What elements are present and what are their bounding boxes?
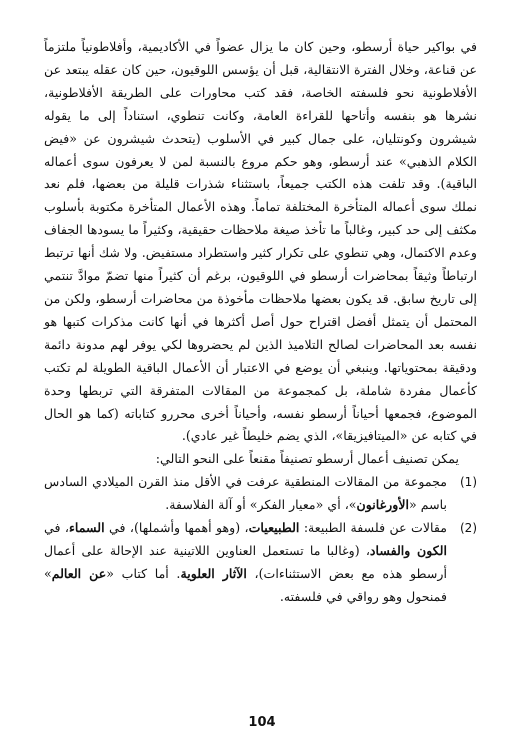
text-run: ، في: [44, 520, 69, 536]
bold-term: الآثار العلوية: [180, 565, 247, 581]
bold-term: عن العالم: [51, 565, 107, 581]
text-run: . أما كتاب «: [106, 565, 181, 581]
bold-term: السماء: [68, 520, 105, 536]
list-item-number: (1): [460, 475, 477, 490]
list-item-number: (2): [460, 521, 477, 536]
bold-term: الأورغانون: [356, 497, 410, 513]
bold-term: الطبيعيات: [248, 520, 300, 536]
document-page: [44, 36, 477, 609]
text-run: مجموعة من المقالات المنطقية عرفت في الأقل منذ القرن الميلادي السادس باسم «: [44, 474, 447, 513]
list-item-text: [44, 474, 447, 512]
body-paragraph: في بواكير حياة أرسطو، وحين كان ما يزال عضواً في الأكاديمية، وأفلاطونياً ملتزماً عن قناعة، وخلال الفترة الانتقالية، قبل أن يؤسس اللوقيون، حين كان عقله يبتعد عن الأفلاطونية نحو فلسفته الخاصة، فقد كتب محاورات على الطريقة الأفلاطونية، نشرها هو بنفسه وأتاحها للقراءة العامة، وكانت تنطوي، استناداً إلى ما يقوله شيشرون وكونتليان، على جمال كبير في الأسلوب (يتحدث شيشرون عن «فيض الكلام الذهبي» عند أرسطو، وهو حكم مروع بالنسبة لمن لا يعرفون سوى أعماله الباقية). وقد تلفت هذه الكتب جميعاً، باستثناء شذرات قليلة من بعضها، فلم نعد نملك سوى أعماله المتأخرة المختلفة تماماً. وهذه الأعمال المتأخرة مكتوبة بأسلوب مكثف إلى حد كبير، وغالباً ما تأخذ صيغة ملاحظات حقيقية، وكثيراً ما يسودها الجفاف وعدم الاكتمال، وهي تنطوي على تكرار كثير واستطراد مستفيض. ولا شك أنها ترتبط ارتباطاً وثيقاً بمحاضرات أرسطو في اللوقيون، برغم أن كثيراً منها تضمّ موادَّ تنتمي إلى تاريخ سابق. قد يكون بعضها ملاحظات مأخوذة من محاضرات أرسطو، ولكن من المحتمل أن يتمثل أفضل اقتراح حول أصل أكثرها في أنها كانت مذكرات كتبها هو نفسه بعد المحاضرات لصالح التلاميذ الذين لم يحضروها لكي يوفر لهم مدونة دائمة ودقيقة بمحتوياتها. وينبغي أن يوضع في الاعتبار أن الأعمال الباقية الطويلة لم تكتب كأعمال مفردة شاملة، بل كمجموعة من المقالات المتفرقة التي تربطها وحدة الموضوع، فجمعها أحياناً أرسطو نفسه، وأحياناً أخرى محررو كتاباته (كما هو الحال في كتابه عن «الميتافيزيقا»، الذي يضم خليطاً غير عادي).: [44, 39, 477, 444]
list-item-text: [44, 520, 447, 604]
text-run: ، (وغالبا ما تستعمل العناوين اللاتينية عند الإحالة على أعمال أرسطو هذه مع بعض الاستثناءات)،: [44, 542, 447, 581]
page-number: 104: [248, 715, 276, 730]
body-paragraph: يمكن تصنيف أعمال أرسطو تصنيفاً مقنعاً على النحو التالي:: [155, 451, 459, 467]
text-run: مقالات عن فلسفة الطبيعة:: [299, 520, 447, 536]
list-item: [44, 471, 477, 517]
bold-term: الكون والفساد: [369, 542, 447, 558]
list-item: [44, 517, 477, 609]
text-run: » فمنحول وهو رواقي في فلسفته.: [44, 565, 447, 604]
text-run: »، أي «معيار الفكر» أو آلة الفلاسفة.: [165, 497, 357, 513]
text-run: ، (وهو أهمها وأشملها)، في: [104, 520, 249, 536]
